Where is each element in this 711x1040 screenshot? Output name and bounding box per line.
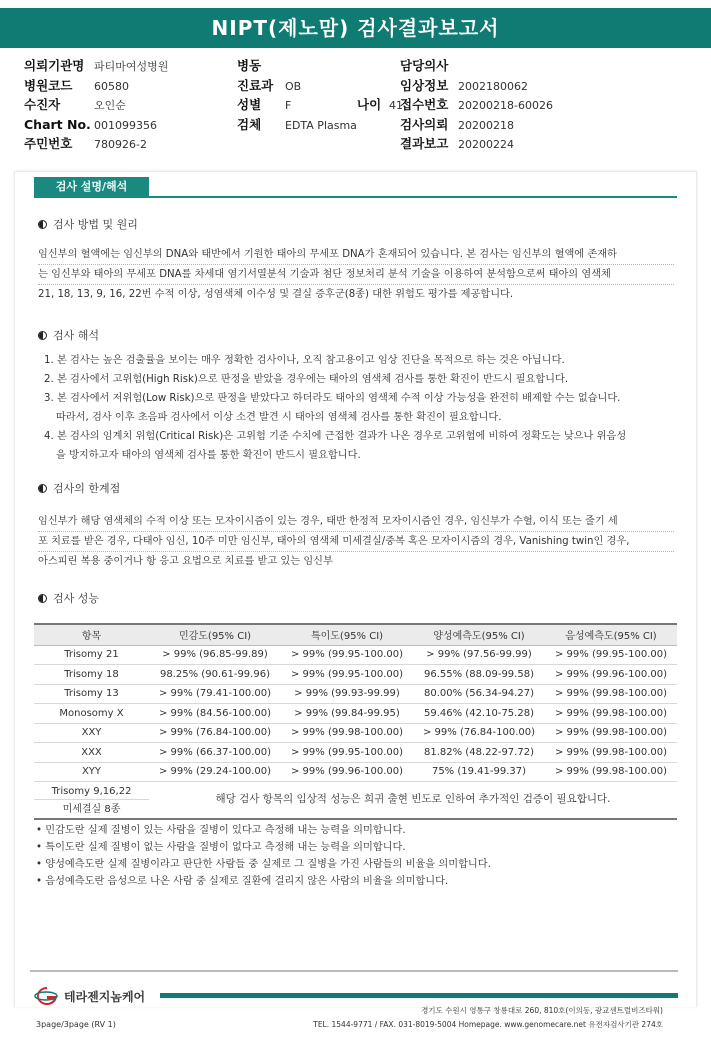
method-heading [38,216,138,232]
table-cell: > 99% (76.84-100.00) [413,723,545,743]
info-label: 진료과 [237,77,274,93]
footer-divider [30,970,678,972]
method-line: 21, 18, 13, 9, 16, 22번 수적 이상, 성염색체 이수성 및 결실 증후군(8종) 대한 위험도 평가를 제공합니다. [38,289,514,300]
definition-list [36,822,676,890]
table-cell: > 99% (29.24-100.00) [149,762,281,782]
table-cell: > 99% (99.98-100.00) [545,704,677,724]
interpretation-heading-text: 검사 해석 [53,329,100,342]
table-row [34,743,677,763]
interpretation-list [44,351,674,465]
table-row [34,684,677,704]
column-header: 음성예측도(95% CI) [545,624,677,645]
info-label: 검체 [237,116,262,132]
interpretation-line: 2. 본 검사에서 고위험(High Risk)으로 판정을 받았을 경우에는 태아의 염색체 검사를 통한 확진이 반드시 필요합니다. [44,374,569,385]
limits-paragraph [38,512,674,571]
table-cell: Monosomy X [34,704,149,724]
table-cell: > 99% (66.37-100.00) [149,743,281,763]
table-row [34,723,677,743]
table-cell: Trisomy 21 [34,645,149,665]
info-column-1 [24,56,168,154]
limits-line: 임신부가 해당 염색체의 수적 이상 또는 모자이시즘이 있는 경우, 태반 한정적 모자이시즘인 경우, 임신부가 수혈, 이식 또는 줄기 세 [38,512,674,532]
limits-heading-text: 검사의 한계점 [53,482,121,495]
company-address: 경기도 수원시 영통구 창룡대로 260, 810호(이의동, 광교센트럴비즈타워) [421,1006,663,1015]
half-circle-icon [38,331,47,340]
table-row [34,762,677,782]
table-cell: > 99% (99.84-99.95) [281,704,413,724]
info-label: 병원코드 [24,77,73,93]
table-cell: > 99% (99.95-100.00) [545,645,677,665]
table-extra-row [34,781,677,820]
column-header: 양성예측도(95% CI) [413,624,545,645]
table-row [34,704,677,724]
performance-heading [38,590,99,606]
performance-table [34,623,677,782]
table-row [34,645,677,665]
extra-row-label: Trisomy 9,16,22 [34,783,149,800]
logo-mark-icon [34,987,60,1005]
table-cell: XXY [34,723,149,743]
table-cell: > 99% (96.85-99.89) [149,645,281,665]
info-value: OB [285,79,302,93]
info-column-2 [237,56,403,134]
half-circle-icon [38,594,47,603]
info-value: 20200218-60026 [458,99,553,112]
info-label-age: 나이 [357,97,382,112]
interpretation-line: 1. 본 검사는 높은 검출률을 보이는 매우 정확한 검사이나, 오직 참고용이고 임상 진단을 목적으로 하는 것은 아닙니다. [44,355,565,366]
info-label: 임상정보 [400,77,449,93]
info-label: 결과보고 [400,136,449,151]
half-circle-icon [38,220,47,229]
page-number: 3page/3page (RV 1) [36,1020,116,1029]
info-value: EDTA Plasma [285,118,357,132]
interpretation-heading [38,327,99,343]
info-label: 담당의사 [400,58,449,73]
interpretation-line: 을 방지하고자 태아의 염색체 검사를 통한 확진이 반드시 필요합니다. [56,450,361,461]
table-cell: > 99% (84.56-100.00) [149,704,281,724]
table-row [34,665,677,685]
info-label: 의뢰기관명 [24,58,85,73]
method-line: 는 임신부와 태아의 무세포 DNA를 차세대 염기서열분석 기술과 첨단 정보처리 분석 기술을 이용하여 분석함으로써 태아의 염색체 [38,265,674,285]
table-cell: XYY [34,762,149,782]
section-divider [34,196,677,198]
table-cell: > 99% (79.41-100.00) [149,684,281,704]
info-value: 20200224 [458,138,514,151]
interpretation-line: 따라서, 검사 이후 초음파 검사에서 이상 소견 발견 시 태아의 염색체 검사를 통한 확진이 필요합니다. [56,412,502,423]
table-cell: XXX [34,743,149,763]
info-value: 오인순 [94,99,126,112]
info-value: 파티마여성병원 [94,60,169,73]
half-circle-icon [38,484,47,493]
info-value: 20200218 [458,118,514,132]
table-cell: > 99% (99.95-100.00) [281,645,413,665]
table-cell: 75% (19.41-99.37) [413,762,545,782]
table-cell: 96.55% (88.09-99.58) [413,665,545,685]
table-cell: > 99% (99.95-100.00) [281,743,413,763]
table-cell: > 99% (99.96-100.00) [545,665,677,685]
company-contact: TEL. 1544-9771 / FAX. 031-8019-5004 Homepage. www.genomecare.net 유전자검사기관 274호 [313,1020,663,1029]
table-cell: > 99% (99.96-100.00) [281,762,413,782]
definition-item: • 민감도란 실제 질병이 있는 사람을 질병이 있다고 측정해 내는 능력을 의미합니다. [36,825,406,836]
info-value-age: 41 [389,99,403,112]
definition-item: • 양성예측도란 실제 질병이라고 판단한 사람들 중 실제로 그 질병을 가진 사람들의 비율을 의미합니다. [36,859,491,870]
info-label: 접수번호 [400,97,449,112]
interpretation-line: 3. 본 검사에서 저위험(Low Risk)으로 판정을 받았다고 하더라도 태아의 염색체 수적 이상 가능성을 완전히 배제할 수는 없습니다. [44,393,621,404]
table-cell: > 99% (97.56-99.99) [413,645,545,665]
limits-line: 포 치료를 받은 경우, 다태아 임신, 10주 미만 임신부, 태아의 염색체 미세결실/중복 혹은 모자이시즘의 경우, Vanishing twin인 경우, [38,532,674,552]
limits-line: 아스피린 복용 중이거나 항 응고 요법으로 치료를 받고 있는 임신부 [38,556,333,567]
limits-heading [38,480,120,496]
table-cell: > 99% (76.84-100.00) [149,723,281,743]
info-label: 수진자 [24,97,61,112]
info-label: Chart No. [24,116,91,132]
table-cell: > 99% (99.95-100.00) [281,665,413,685]
table-cell: Trisomy 18 [34,665,149,685]
method-heading-text: 검사 방법 및 원리 [53,218,138,231]
info-label: 검사의뢰 [400,116,449,132]
column-header: 항목 [34,624,149,645]
report-title: NIPT(제노맘) 검사결과보고서 [0,8,711,48]
section-label: 검사 설명/해석 [34,177,149,197]
info-value: 2002180062 [458,79,528,93]
company-logo [34,985,145,1007]
table-cell: 98.25% (90.61-99.96) [149,665,281,685]
table-cell: > 99% (99.98-100.00) [545,743,677,763]
method-line: 임신부의 혈액에는 임신부의 DNA와 태반에서 기원한 태아의 무세포 DNA가 혼재되어 있습니다. 본 검사는 임신부의 혈액에 존재하 [38,245,674,265]
info-value: F [285,99,292,112]
definition-item: • 특이도란 실제 질병이 없는 사람을 질병이 없다고 측정해 내는 능력을 의미합니다. [36,842,406,853]
column-header: 특이도(95% CI) [281,624,413,645]
info-value: 60580 [94,79,129,93]
interpretation-line: 4. 본 검사의 임계치 위험(Critical Risk)은 고위험 기준 수치에 근접한 결과가 나온 경우로 고위험에 비하여 정확도는 낮으나 위음성 [44,431,627,442]
table-cell: > 99% (99.98-100.00) [545,762,677,782]
info-column-3 [400,56,553,154]
info-value: 780926-2 [94,138,147,151]
table-header-row [34,624,677,645]
info-label: 병동 [237,58,262,73]
brand-bar [160,993,678,998]
company-name: 테라젠지놈케어 [64,989,146,1004]
info-label: 성별 [237,97,262,112]
definition-item: • 음성예측도란 음성으로 나온 사람 중 실제로 질환에 걸리지 않은 사람의 비율을 의미합니다. [36,876,449,887]
table-cell: > 99% (99.98-100.00) [281,723,413,743]
table-cell: > 99% (99.98-100.00) [545,684,677,704]
column-header: 민감도(95% CI) [149,624,281,645]
performance-heading-text: 검사 성능 [53,592,100,605]
table-cell: > 99% (99.93-99.99) [281,684,413,704]
info-value: 001099356 [94,118,157,132]
table-cell: 81.82% (48.22-97.72) [413,743,545,763]
info-label: 주민번호 [24,136,73,151]
table-cell: Trisomy 13 [34,684,149,704]
table-cell: > 99% (99.98-100.00) [545,723,677,743]
table-cell: 59.46% (42.10-75.28) [413,704,545,724]
extra-row-label: 미세결실 8종 [62,804,121,815]
table-cell: 80.00% (56.34-94.27) [413,684,545,704]
method-paragraph [38,245,674,304]
extra-row-note: 해당 검사 항목의 임상적 성능은 희귀 출현 빈도로 인하여 추가적인 검증이 필요합니다. [215,793,611,805]
